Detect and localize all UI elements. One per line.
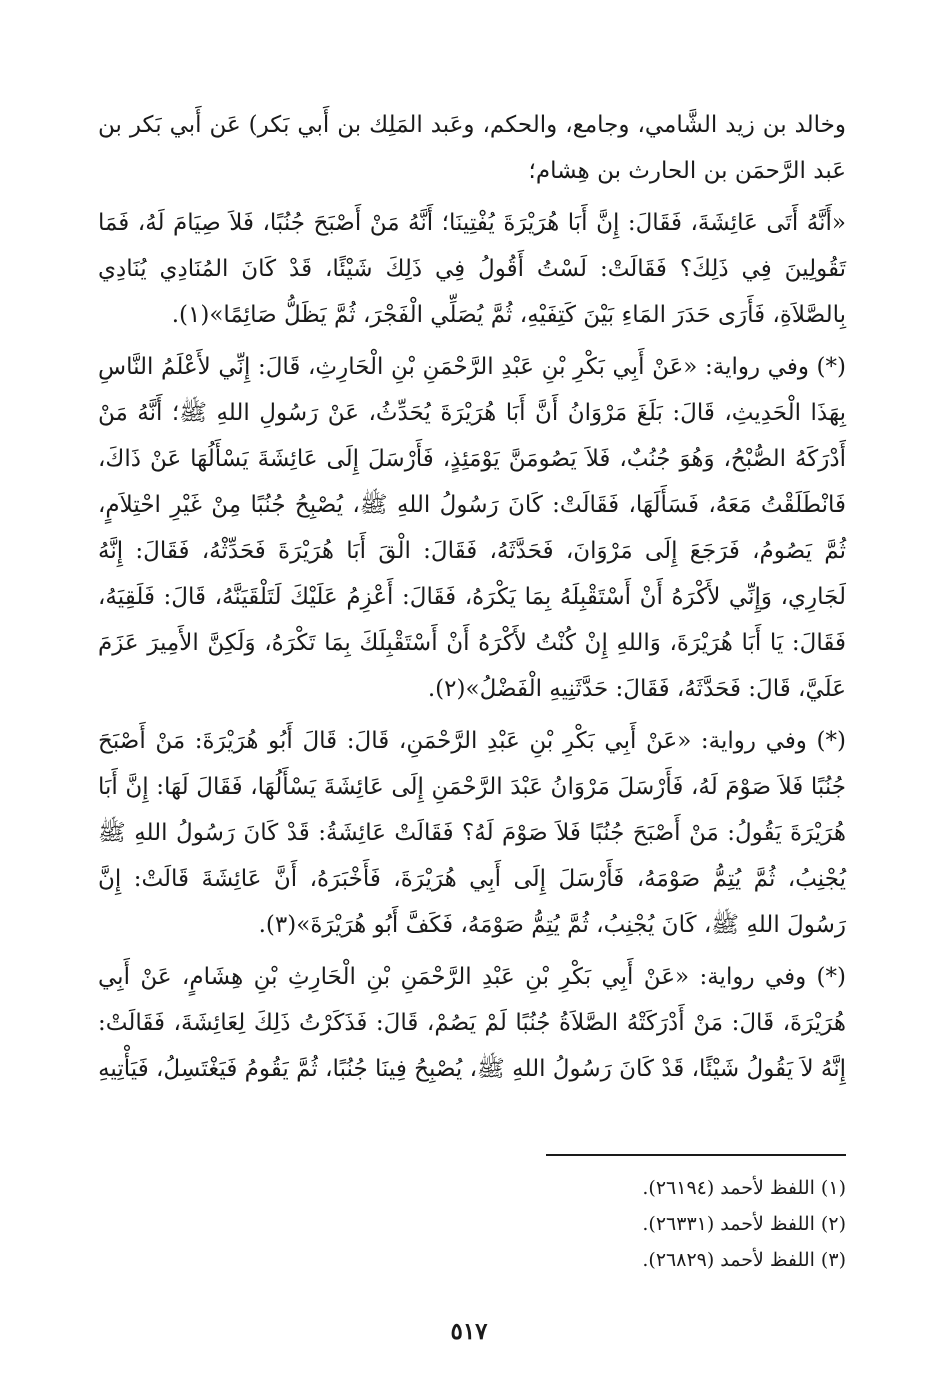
paragraph-2: «أَنَّهُ أَتَى عَائِشَةَ، فَقَالَ: إِنَّ أَبَا هُرَيْرَةَ يُفْتِينَا؛ أَنَّهُ مَنْ أَصْبَحَ جُنُبًا، فَلاَ صِيَامَ لَهُ، فَمَا تَقُولِينَ فِي ذَلِكَ؟ فَقَالَتْ: لَسْتُ أَقُولُ فِي ذَلِكَ شَيْئًا، قَدْ كَانَ المُنَادِي يُنَادِي بِالصَّلاَةِ، فَأَرَى حَدَرَ المَاءِ بَيْنَ كَتِفَيْهِ، ثُمَّ يُصَلِّي الْفَجْرَ، ثُمَّ يَظَلُّ صَائِمًا»(١). <box>98 210 846 328</box>
footnote-2: (٢) اللفظ لأحمد (٢٦٣٣١). <box>642 1213 846 1235</box>
paragraph-1: وخالد بن زيد الشَّامي، وجامع، والحكم، وعَبد المَلِك بن أَبي بَكر) عَن أَبي بَكر بن عَبد الرَّحمَن بن الحارث بن هِشام؛ <box>98 112 846 184</box>
footnote-3: (٣) اللفظ لأحمد (٢٦٨٢٩). <box>642 1249 846 1271</box>
main-text <box>98 102 846 1092</box>
paragraph-3: (*) وفي رواية: «عَنْ أَبِي بَكْرِ بْنِ عَبْدِ الرَّحْمَنِ بْنِ الْحَارِثِ، قَالَ: إِنِّي لأَعْلَمُ النَّاسِ بِهَذَا الْحَدِيثِ، قَالَ: بَلَغَ مَرْوَانُ أَنَّ أَبَا هُرَيْرَةَ يُحَدِّثُ، عَنْ رَسُولِ اللهِ ﷺ؛ أَنَّهُ مَنْ أَدْرَكَهُ الصُّبْحُ، وَهُوَ جُنُبٌ، فَلاَ يَصُومَنَّ يَوْمَئِذٍ، فَأَرْسَلَ إِلَى عَائِشَةَ يَسْأَلُهَا عَنْ ذَاكَ، فَانْطَلَقْتُ مَعَهُ، فَسَأَلَهَا، فَقَالَتْ: كَانَ رَسُولُ اللهِ ﷺ، يُصْبِحُ جُنُبًا مِنْ غَيْرِ احْتِلاَمٍ، ثُمَّ يَصُومُ، فَرَجَعَ إِلَى مَرْوَانَ، فَحَدَّثَهُ، فَقَالَ: الْقَ أَبَا هُرَيْرَةَ فَحَدِّثْهُ، فَقَالَ: إِنَّهُ لَجَارِي، وَإِنِّي لأَكْرَهُ أَنْ أَسْتَقْبِلَهُ بِمَا يَكْرَهُ، فَقَالَ: أَعْزِمُ عَلَيْكَ لَتَلْقَيَنَّهُ، قَالَ: فَلَقِيَهُ، فَقَالَ: يَا أَبَا هُرَيْرَةَ، وَاللهِ إِنْ كُنْتُ لأَكْرَهُ أَنْ أَسْتَقْبِلَكَ بِمَا تَكْرَهُ، وَلَكِنَّ الأَمِيرَ عَزَمَ عَلَيَّ، قَالَ: فَحَدَّثَهُ، فَقَالَ: حَدَّثَنِيهِ الْفَضْلُ»(٢). <box>98 354 846 702</box>
paragraph-5: (*) وفي رواية: «عَنْ أَبِي بَكْرِ بْنِ عَبْدِ الرَّحْمَنِ بْنِ الْحَارِثِ بْنِ هِشَامٍ، عَنْ أَبِي هُرَيْرَةَ، قَالَ: مَنْ أَدْرَكَتْهُ الصَّلاَةُ جُنُبًا لَمْ يَصُمْ، قَالَ: فَذَكَرْتُ ذَلِكَ لِعَائِشَةَ، فَقَالَتْ: إِنَّهُ لاَ يَقُولُ شَيْئًا، قَدْ كَانَ رَسُولُ اللهِ ﷺ، يُصْبِحُ فِينَا جُنُبًا، ثُمَّ يَقُومُ فَيَغْتَسِلُ، فَيَأْتِيهِ <box>98 964 846 1082</box>
footnote-divider <box>546 1154 846 1156</box>
footnote-1: (١) اللفظ لأحمد (٢٦١٩٤). <box>642 1177 846 1199</box>
footnotes <box>98 1170 846 1278</box>
page-number: ٥١٧ <box>450 1318 488 1345</box>
paragraph-4: (*) وفي رواية: «عَنْ أَبِي بَكْرِ بْنِ عَبْدِ الرَّحْمَنِ، قَالَ: قَالَ أَبُو هُرَيْرَةَ: مَنْ أَصْبَحَ جُنُبًا فَلاَ صَوْمَ لَهُ، فَأَرْسَلَ مَرْوَانُ عَبْدَ الرَّحْمَنِ إِلَى عَائِشَةَ يَسْأَلُهَا، فَقَالَ لَهَا: إِنَّ أَبَا هُرَيْرَةَ يَقُولُ: مَنْ أَصْبَحَ جُنُبًا فَلاَ صَوْمَ لَهُ؟ فَقَالَتْ عَائِشَةُ: قَدْ كَانَ رَسُولُ اللهِ ﷺ يُجْنِبُ، ثُمَّ يُتِمُّ صَوْمَهُ، فَأَرْسَلَ إِلَى أَبِي هُرَيْرَةَ، فَأَخْبَرَهُ، أَنَّ عَائِشَةَ قَالَتْ: إِنَّ رَسُولَ اللهِ ﷺ، كَانَ يُجْنِبُ، ثُمَّ يُتِمُّ صَوْمَهُ، فَكَفَّ أَبُو هُرَيْرَةَ»(٣). <box>98 728 846 938</box>
